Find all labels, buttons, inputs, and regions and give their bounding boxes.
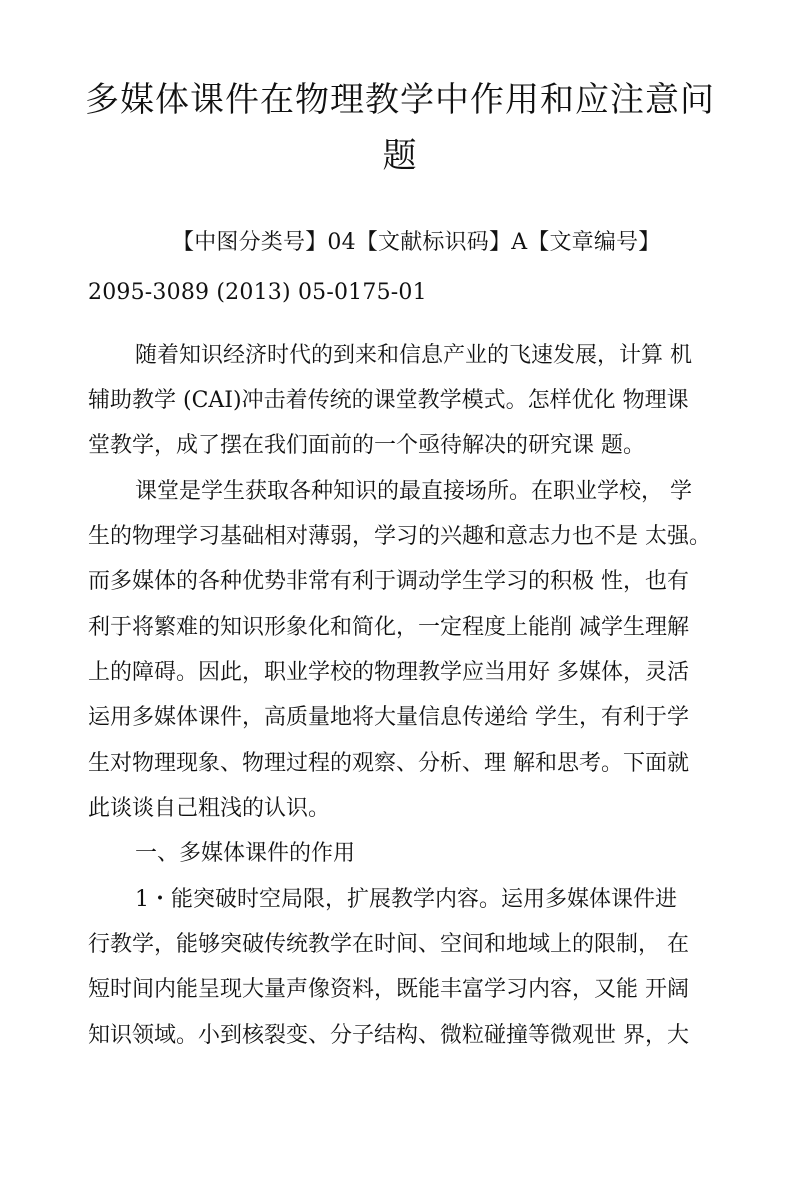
paragraph-3-line-3: 短时间内能呈现大量声像资料，既能丰富学习内容，又能 开阔 bbox=[88, 977, 689, 1002]
paragraph-2-line-1: 课堂是学生获取各种知识的最直接场所。在职业学校， 学 bbox=[135, 479, 692, 504]
classification-info-line-2: 2095-3089 (2013) 05-0175-01 bbox=[88, 280, 427, 305]
paragraph-2-line-6: 运用多媒体课件，高质量地将大量信息传递给 学生，有利于学 bbox=[88, 705, 689, 730]
paragraph-1-line-2: 辅助教学 (CAI)冲击着传统的课堂教学模式。怎样优化 物理课 bbox=[88, 388, 689, 413]
paragraph-2-line-5: 上的障碍。因此，职业学校的物理教学应当用好 多媒体，灵活 bbox=[88, 660, 689, 685]
paragraph-3-line-1: 1・能突破时空局限，扩展教学内容。运用多媒体课件进 bbox=[135, 887, 677, 912]
paragraph-2-line-8: 此谈谈自己粗浅的认识。 bbox=[88, 796, 331, 821]
document-title-line-1: 多媒体课件在物理教学中作用和应注意问 bbox=[85, 80, 715, 120]
paragraph-2-line-4: 利于将繁难的知识形象化和简化，一定程度上能削 减学生理解 bbox=[88, 615, 689, 640]
document-title-line-2: 题 bbox=[382, 136, 418, 176]
paragraph-2-line-7: 生对物理现象、物理过程的观察、分析、理 解和思考。下面就 bbox=[88, 751, 689, 776]
paragraph-2-line-3: 而多媒体的各种优势非常有利于调动学生学习的积极 性，也有 bbox=[88, 569, 689, 594]
paragraph-1-line-1: 随着知识经济时代的到来和信息产业的飞速发展，计算 机 bbox=[135, 343, 692, 368]
paragraph-3-line-2: 行教学，能够突破传统教学在时间、空间和地域上的限制， 在 bbox=[88, 932, 689, 957]
classification-info-line-1: 【中图分类号】04【文献标识码】A【文章编号】 bbox=[172, 230, 661, 255]
paragraph-1-line-3: 堂教学，成了摆在我们面前的一个亟待解决的研究课 题。 bbox=[88, 433, 645, 458]
paragraph-3-line-4: 知识领域。小到核裂变、分子结构、微粒碰撞等微观世 界，大 bbox=[88, 1023, 689, 1048]
section-heading: 一、多媒体课件的作用 bbox=[135, 841, 356, 866]
paragraph-2-line-2: 生的物理学习基础相对薄弱，学习的兴趣和意志力也不是 太强。 bbox=[88, 524, 711, 549]
